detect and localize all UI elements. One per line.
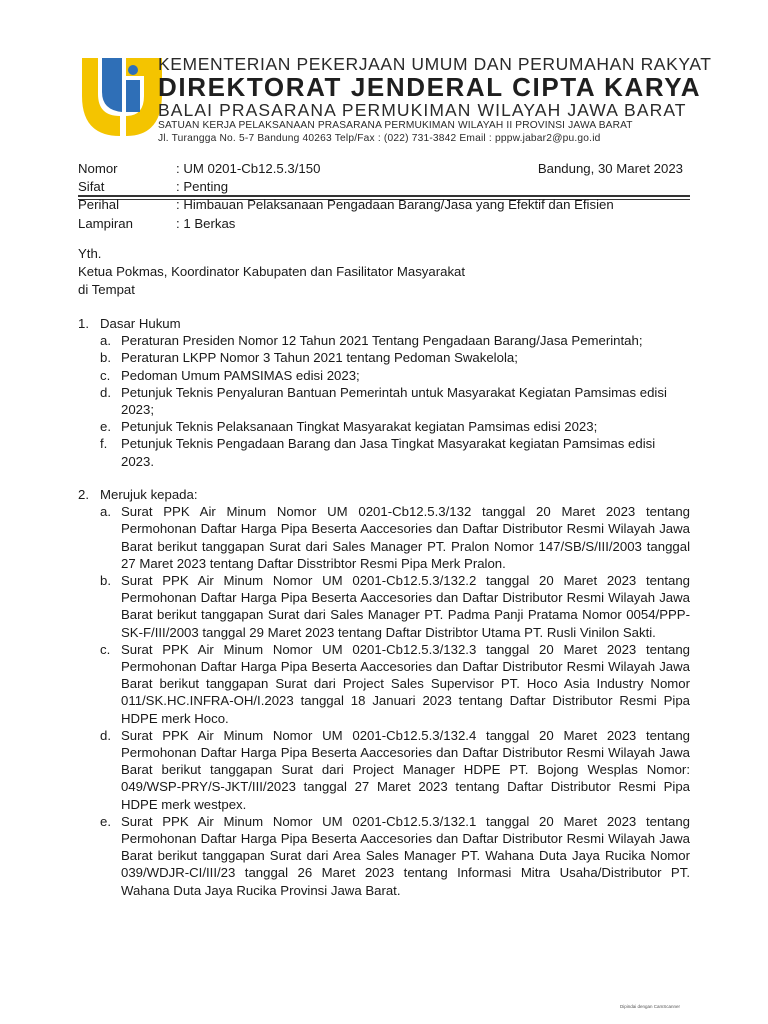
list-text: Surat PPK Air Minum Nomor UM 0201-Cb12.5.3/132.3 tanggal 20 Maret 2023 tentang Permohonan Daftar Harga Pipa Beserta Aaccesories dan Daftar Distributor Resmi Wilayah Jawa Barat berikut tanggapan Surat dari Project Sales Supervisor PT. Hoco Asia Industry Nomor 011/SK.HC.INFRA-OH/I.2023 tanggal 18 Januari 2023 tentang Daftar Distributor Resmi Pipa HDPE merk Hoco.: [121, 641, 690, 726]
list-item: [78, 813, 690, 899]
list-marker: e.: [100, 813, 111, 829]
letter-date: Bandung, 30 Maret 2023: [537, 161, 683, 176]
lampiran-value: : 1 Berkas: [176, 215, 236, 231]
list-marker: a.: [100, 504, 111, 520]
meta-row-lampiran: [78, 215, 690, 233]
list-text: Peraturan Presiden Nomor 12 Tahun 2021 Tentang Pengadaan Barang/Jasa Pemerintah;: [121, 333, 643, 349]
list-text: Petunjuk Teknis Penyaluran Bantuan Pemerintah untuk Masyarakat Kegiatan Pamsimas edisi 2023;: [121, 384, 667, 417]
list-marker: c.: [100, 367, 111, 383]
section-merujuk: [78, 486, 690, 899]
perihal-value: : Himbauan Pelaksanaan Pengadaan Barang/Jasa yang Efektif dan Efisien: [176, 197, 614, 213]
list-text: Surat PPK Air Minum Nomor UM 0201-Cb12.5.3/132.1 tanggal 20 Maret 2023 tentang Permohonan Daftar Harga Pipa Beserta Aaccesories dan Daftar Distributor Resmi Wilayah Jawa Barat berikut tanggapan Surat dari Area Sales Manager PT. Wahana Duta Jaya Rucika Nomor 039/WDJR-CI/III/23 tanggal 26 Maret 2023 tentang Informasi Mitra Usaha/Distributor PT. Wahana Duta Jaya Rucika Provinsi Jawa Barat.: [121, 813, 690, 898]
list-item: [78, 384, 690, 418]
nomor-value: : UM 0201-Cb12.5.3/150: [176, 161, 321, 176]
lampiran-label: Lampiran: [78, 215, 133, 231]
list-text: Pedoman Umum PAMSIMAS edisi 2023;: [121, 367, 360, 383]
list-item: [78, 727, 690, 813]
section-title: Dasar Hukum: [100, 316, 181, 331]
directorate-name: DIREKTORAT JENDERAL CIPTA KARYA: [158, 72, 702, 102]
list-marker: a.: [100, 333, 111, 349]
legal-basis-list: [78, 332, 690, 470]
perihal-label: Perihal: [78, 197, 120, 213]
list-text: Peraturan LKPP Nomor 3 Tahun 2021 tentang Pedoman Swakelola;: [121, 350, 518, 366]
list-text: Petunjuk Teknis Pengadaan Barang dan Jasa Tingkat Masyarakat kegiatan Pamsimas edisi 2023.: [121, 436, 656, 469]
letter-meta: [78, 160, 690, 233]
list-marker: c.: [100, 641, 111, 657]
scan-watermark: Dipindai dengan CamScanner: [620, 1004, 681, 1009]
list-marker: e.: [100, 419, 111, 435]
pu-logo: [78, 54, 166, 144]
list-item: [78, 349, 690, 366]
list-text: Surat PPK Air Minum Nomor UM 0201-Cb12.5.3/132.4 tanggal 20 Maret 2023 tentang Permohonan Daftar Harga Pipa Beserta Aaccesories dan Daftar Distributor Resmi Wilayah Jawa Barat berikut tanggapan Surat dari Project Manager HDPE PT. Bojong Wesplas Nomor: 049/WSP-PRY/S-JKT/III/2023 tanggal 27 Maret 2023 tentang Daftar Distributor Resmi Pipa HDPE merk westpex.: [121, 727, 690, 812]
sifat-label: Sifat: [78, 179, 105, 195]
meta-row-perihal: [78, 196, 690, 214]
address-line: Jl. Turangga No. 5-7 Bandung 40263 Telp/Fax : (022) 731-3842 Email : pppw.jabar2@pu.go.id: [158, 133, 601, 144]
satker-name: SATUAN KERJA PELAKSANAAN PRASARANA PERMUKIMAN WILAYAH II PROVINSI JAWA BARAT: [158, 120, 633, 131]
sifat-value: : Penting: [176, 179, 229, 195]
letterhead: [78, 54, 712, 146]
list-marker: f.: [100, 436, 108, 452]
ministry-name: KEMENTERIAN PEKERJAAN UMUM DAN PERUMAHAN RAKYAT: [158, 54, 712, 74]
section-title: Merujuk kepada:: [100, 487, 198, 502]
list-marker: d.: [100, 384, 111, 400]
list-item: [78, 332, 690, 349]
list-item: [78, 418, 690, 435]
section-number: 1.: [78, 316, 89, 331]
list-item: [78, 572, 690, 641]
list-item: [78, 367, 690, 384]
list-marker: b.: [100, 350, 111, 366]
list-marker: b.: [100, 573, 111, 588]
recipient-block: [78, 245, 690, 300]
section-heading: [78, 315, 690, 332]
list-text: Petunjuk Teknis Pelaksanaan Tingkat Masyarakat kegiatan Pamsimas edisi 2023;: [121, 419, 598, 435]
list-text: Surat PPK Air Minum Nomor UM 0201-Cb12.5.3/132.2 tanggal 20 Maret 2023 tentang Permohonan Daftar Harga Pipa Beserta Aaccesories dan Daftar Distributor Resmi Wilayah Jawa Barat berikut tanggapan Surat dari Sales Manager PT. Padma Panji Pratama Nomor 0054/PPP-SK-F/III/2003 tanggal 29 Maret 2023 tentang Daftar Distribtor Utama PT. Rusli Vinilon Sakti.: [121, 573, 690, 640]
list-marker: d.: [100, 727, 111, 743]
section-dasar-hukum: [78, 315, 690, 470]
section-number: 2.: [78, 487, 89, 502]
list-text: Surat PPK Air Minum Nomor UM 0201-Cb12.5.3/132 tanggal 20 Maret 2023 tentang Permohonan Daftar Harga Pipa Beserta Aaccesories dan Daftar Distributor Resmi Wilayah Jawa Barat berikut tanggapan Surat dari Sales Manager PT. Pralon Nomor 147/SB/S/III/2003 tanggal 27 Maret 2023 tentang Daftar Disstribtor Resmi Pipa Merk Pralon.: [121, 504, 690, 571]
section-heading: [78, 486, 690, 503]
meta-row-nomor: [78, 160, 690, 178]
recipient-name: Ketua Pokmas, Koordinator Kabupaten dan Fasilitator Masyarakat: [78, 264, 466, 280]
meta-row-sifat: [78, 178, 690, 196]
salutation: Yth.: [78, 246, 102, 261]
list-item: [78, 435, 690, 469]
nomor-label: Nomor: [78, 161, 118, 176]
list-item: [78, 641, 690, 727]
reference-list: [78, 503, 690, 899]
balai-name: BALAI PRASARANA PERMUKIMAN WILAYAH JAWA BARAT: [158, 100, 687, 120]
list-item: [78, 503, 690, 572]
recipient-place: di Tempat: [78, 282, 135, 298]
